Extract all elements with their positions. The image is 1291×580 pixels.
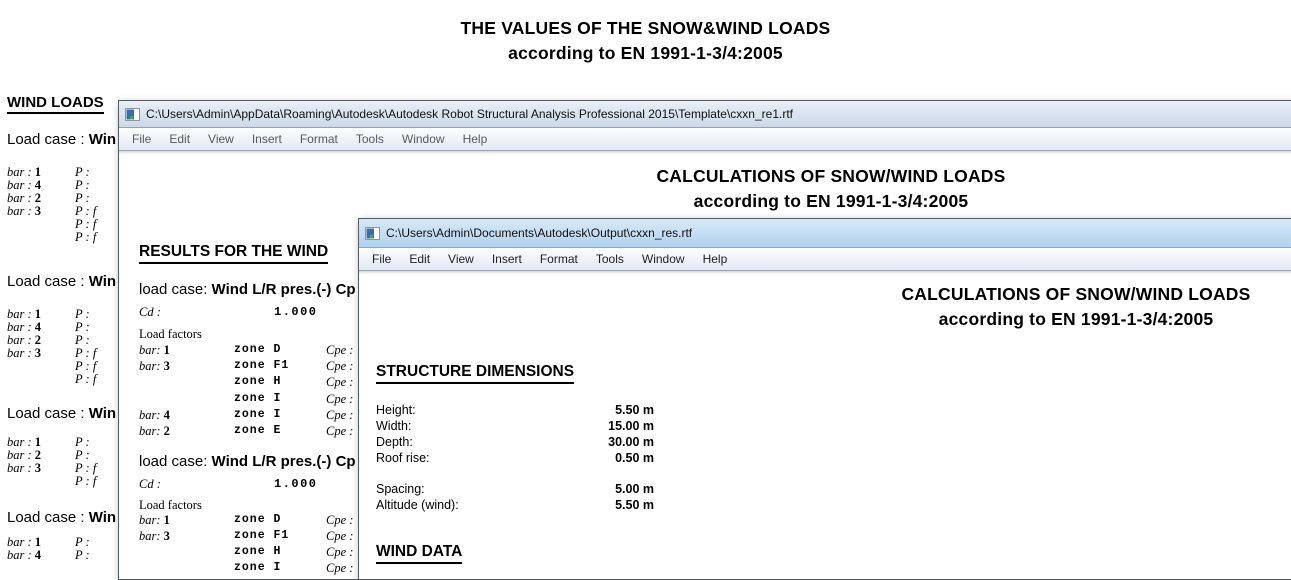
app-window-icon xyxy=(125,108,140,121)
cd-row: Cd : 1.000 xyxy=(139,305,318,319)
menu-file[interactable]: File xyxy=(372,252,392,266)
load-row: bar : 2 P : xyxy=(7,191,90,205)
window-output-rtf xyxy=(358,218,1291,580)
load-case-heading: Load case : Win xyxy=(7,273,117,290)
factor-row: zone I Cpe : xyxy=(234,392,354,406)
load-row: bar : 1 P : xyxy=(7,535,90,549)
factor-row: bar: 1 zone D Cpe : xyxy=(139,343,354,357)
title-bar[interactable] xyxy=(119,101,1291,128)
document-area[interactable] xyxy=(359,271,1291,576)
dimension-row: Depth: 30.00 m xyxy=(376,435,654,449)
load-case-heading: Load case : Win xyxy=(7,509,117,526)
window-title: C:\Users\Admin\AppData\Roaming\Autodesk\Autodesk Robot Structural Analysis Professional 2015\Template\cxxn_re1.rtf xyxy=(146,107,793,121)
load-row: bar : 4 P : xyxy=(7,320,90,334)
factor-row: bar: 1 zone D Cpe : xyxy=(139,513,354,527)
load-case-line: load case: Wind L/R pres.(-) Cp xyxy=(139,281,356,298)
results-for-wind-heading: RESULTS FOR THE WIND xyxy=(139,243,328,264)
dimension-row: Roof rise: 0.50 m xyxy=(376,451,654,465)
cd-row: Cd : 1.000 xyxy=(139,477,318,491)
factor-row: bar: 2 zone E Cpe : xyxy=(139,424,354,438)
load-case-line: load case: Wind L/R pres.(-) Cp xyxy=(139,453,356,470)
dimension-row: Altitude (wind): 5.50 m xyxy=(376,498,654,512)
factor-row: bar: 3 zone F1 Cpe : xyxy=(139,359,354,373)
page-title xyxy=(0,16,1291,66)
menu-view[interactable]: View xyxy=(448,252,474,266)
load-row: bar : 1 P : xyxy=(7,435,90,449)
load-row: bar : 3 P : f xyxy=(7,461,97,475)
factor-row: zone H Cpe : xyxy=(234,375,354,389)
load-row: P : f xyxy=(75,230,97,244)
menu-insert[interactable]: Insert xyxy=(251,132,282,146)
dimension-row: Width: 15.00 m xyxy=(376,419,654,433)
dimension-row: Height: 5.50 m xyxy=(376,403,654,417)
load-row: bar : 4 P : xyxy=(7,178,90,192)
menu-bar xyxy=(359,248,1291,271)
menu-format[interactable]: Format xyxy=(539,252,578,266)
menu-bar xyxy=(119,128,1291,151)
menu-view[interactable]: View xyxy=(208,132,234,146)
load-row: P : f xyxy=(75,359,97,373)
menu-file[interactable]: File xyxy=(132,132,152,146)
load-row: P : f xyxy=(75,372,97,386)
load-row: bar : 1 P : xyxy=(7,307,90,321)
menu-edit[interactable]: Edit xyxy=(169,132,191,146)
load-row: bar : 3 P : f xyxy=(7,346,97,360)
factor-row: bar: 3 zone F1 Cpe : xyxy=(139,529,354,543)
factor-row: zone H Cpe : xyxy=(234,545,354,559)
load-row: bar : 4 P : xyxy=(7,548,90,562)
load-case-heading: Load case : Win xyxy=(7,405,117,422)
load-row: P : f xyxy=(75,474,97,488)
menu-window[interactable]: Window xyxy=(401,132,445,146)
app-window-icon xyxy=(365,227,380,240)
load-factors-label: Load factors xyxy=(139,327,202,341)
menu-help[interactable]: Help xyxy=(702,252,728,266)
title-bar[interactable] xyxy=(359,219,1291,248)
menu-format[interactable]: Format xyxy=(299,132,338,146)
factor-row: bar: 4 zone I Cpe : xyxy=(139,408,354,422)
load-factors-label: Load factors xyxy=(139,498,202,512)
structure-dimensions-heading: STRUCTURE DIMENSIONS xyxy=(376,363,574,384)
load-row: P : f xyxy=(75,217,97,231)
menu-tools[interactable]: Tools xyxy=(355,132,384,146)
load-case-heading: Load case : Win xyxy=(7,131,117,148)
menu-edit[interactable]: Edit xyxy=(409,252,431,266)
wind-loads-heading: WIND LOADS xyxy=(7,94,104,114)
doc-heading: CALCULATIONS OF SNOW/WIND LOADS according to EN 1991-1-3/4:2005 xyxy=(901,284,1251,329)
wind-data-heading: WIND DATA xyxy=(376,543,462,564)
load-row: bar : 3 P : f xyxy=(7,204,97,218)
menu-window[interactable]: Window xyxy=(641,252,685,266)
doc-heading: CALCULATIONS OF SNOW/WIND LOADS according to EN 1991-1-3/4:2005 xyxy=(656,166,1006,211)
load-row: bar : 2 P : xyxy=(7,333,90,347)
window-title: C:\Users\Admin\Documents\Autodesk\Output\cxxn_res.rtf xyxy=(386,226,693,240)
page-title-line2: according to EN 1991-1-3/4:2005 xyxy=(508,43,783,63)
page-title-line1: THE VALUES OF THE SNOW&WIND LOADS xyxy=(460,18,831,38)
dimension-row: Spacing: 5.00 m xyxy=(376,482,654,496)
menu-tools[interactable]: Tools xyxy=(595,252,624,266)
menu-insert[interactable]: Insert xyxy=(491,252,522,266)
factor-row: zone I Cpe : xyxy=(234,561,354,575)
menu-help[interactable]: Help xyxy=(462,132,488,146)
load-row: bar : 2 P : xyxy=(7,448,90,462)
load-row: bar : 1 P : xyxy=(7,165,90,179)
